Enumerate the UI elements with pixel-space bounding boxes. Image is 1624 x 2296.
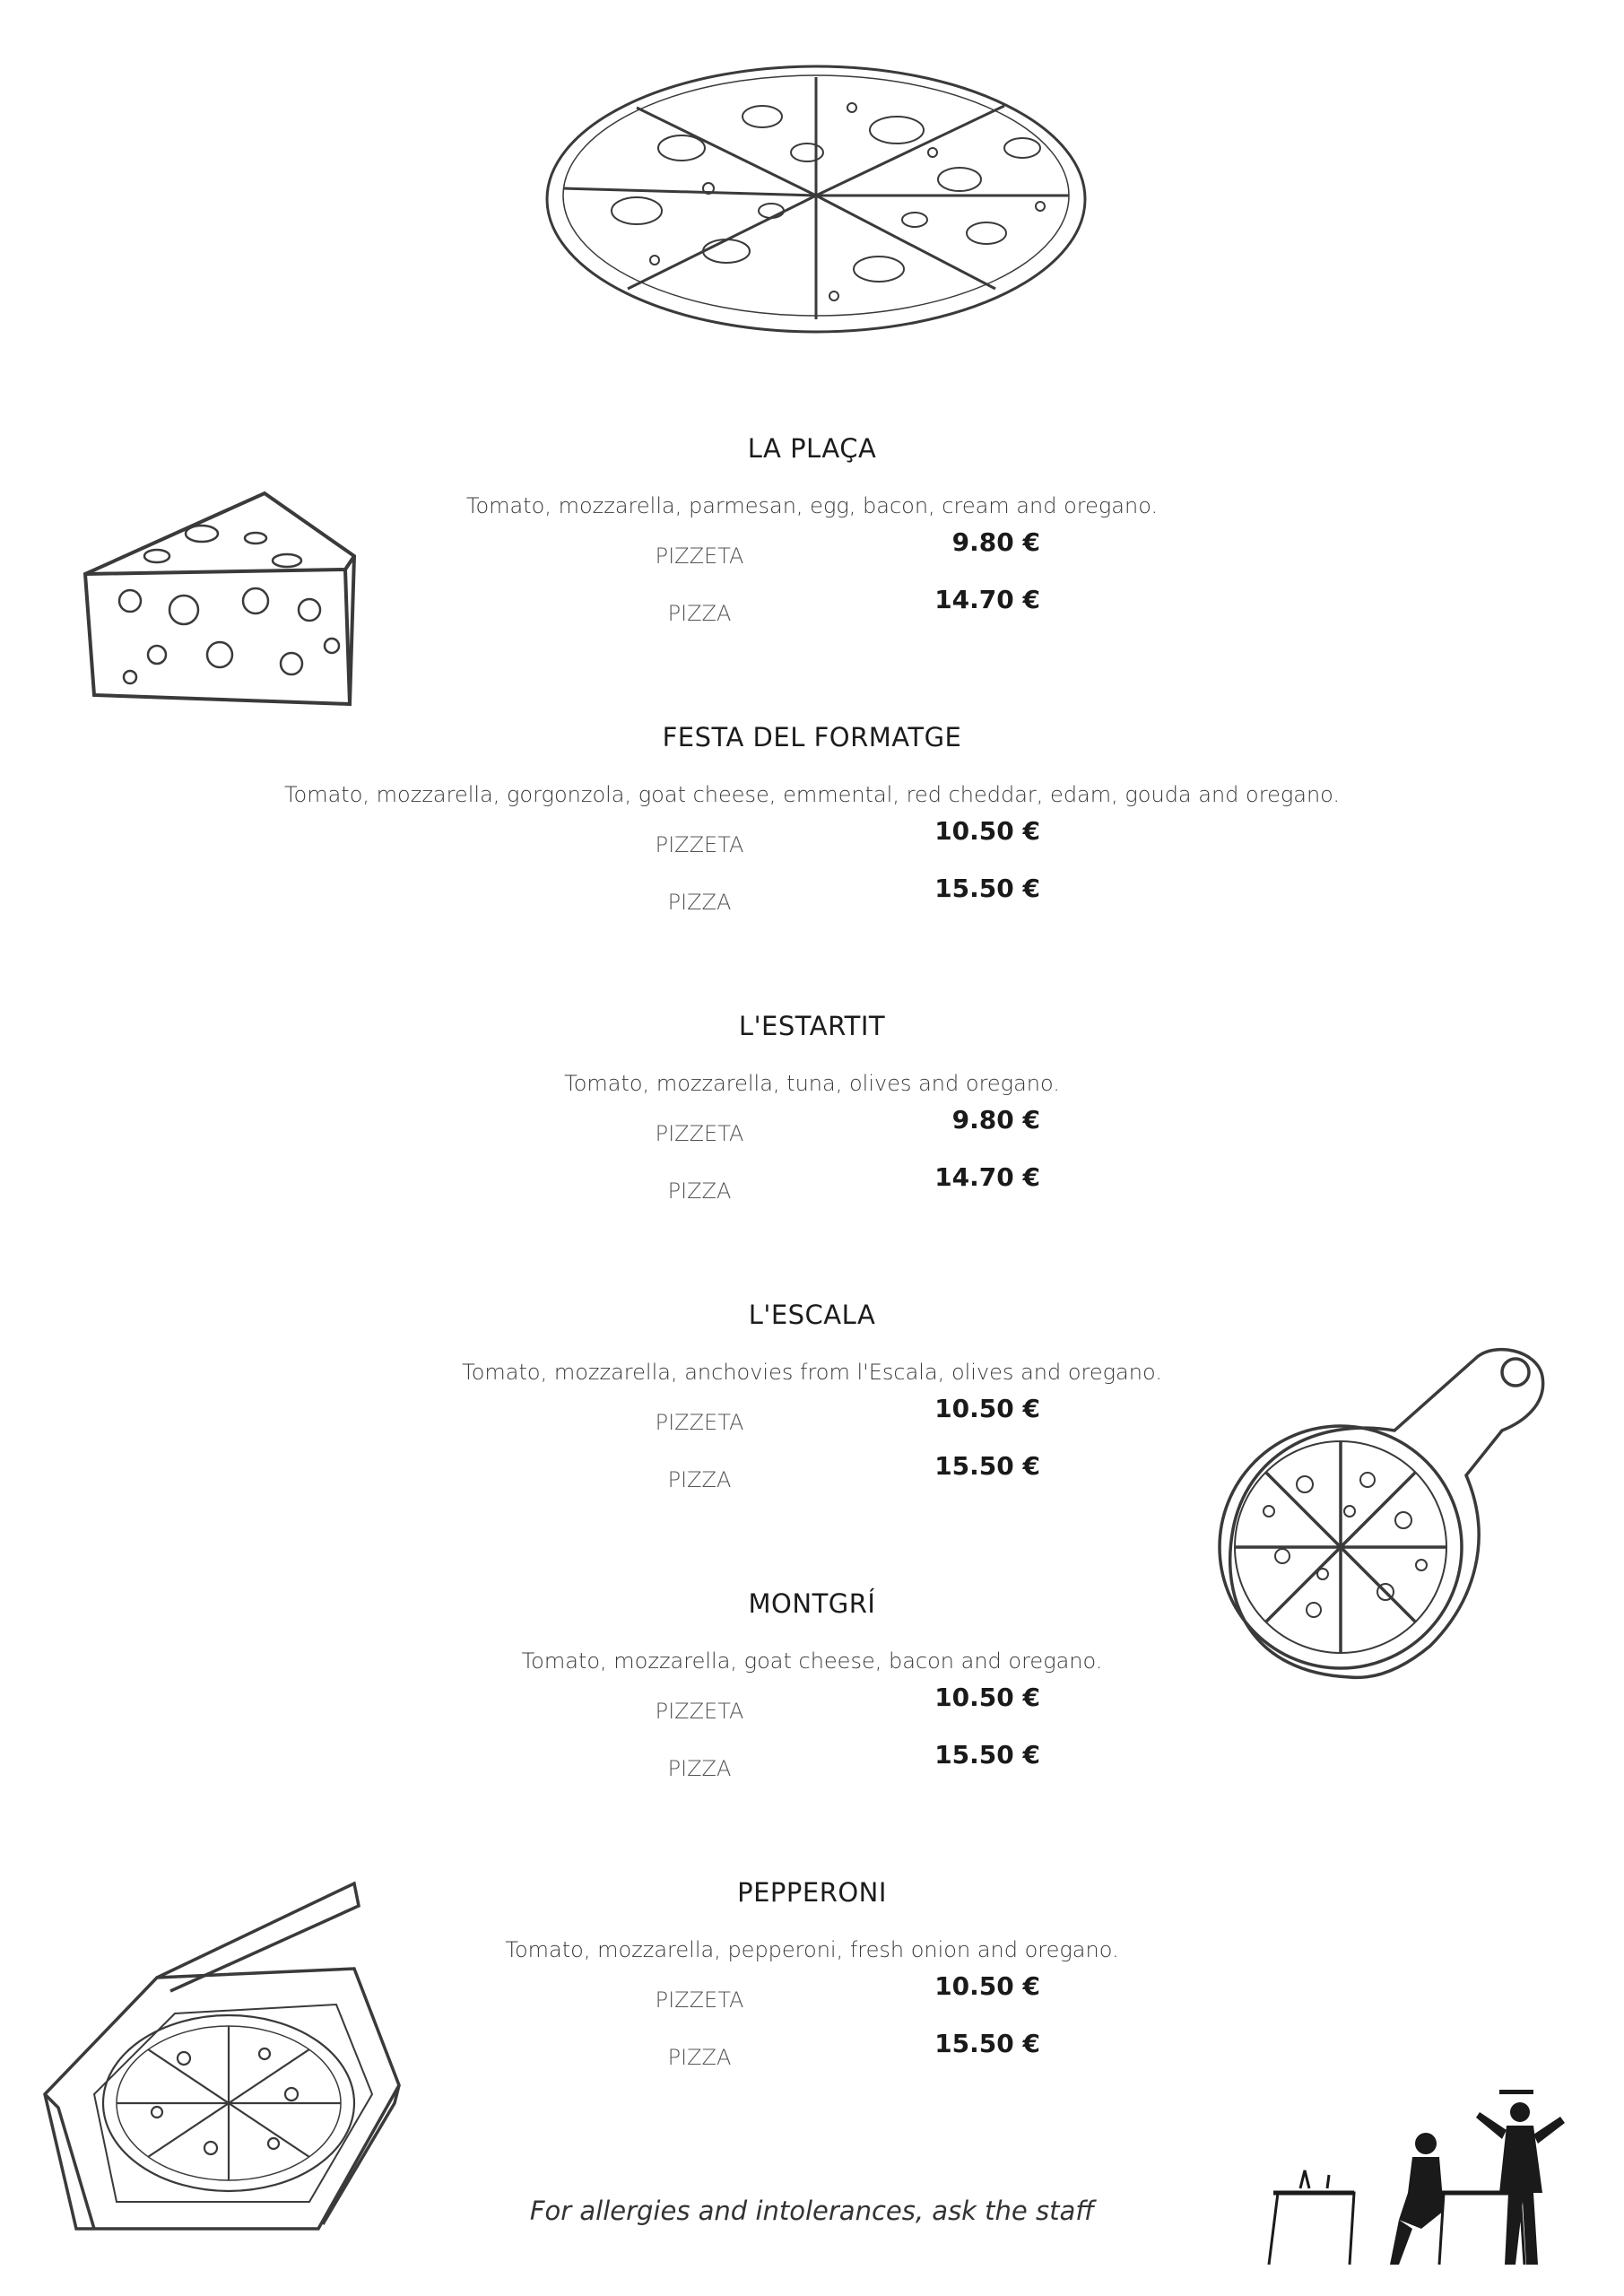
menu-item-name: FESTA DEL FORMATGE <box>662 722 962 752</box>
menu-item <box>0 1008 1624 1216</box>
waiter-restaurant-icon <box>1264 2085 1587 2265</box>
price-row <box>0 1390 1624 1448</box>
size-label: PIZZA <box>667 601 732 626</box>
price-row <box>0 813 1624 870</box>
price-value: 15.50 € <box>934 874 1040 903</box>
price-row <box>0 2025 1624 2083</box>
size-label: PIZZA <box>667 2045 732 2070</box>
size-label: PIZZA <box>667 1756 732 1781</box>
menu-item-description: Tomato, mozzarella, tuna, olives and oregano. <box>564 1071 1060 1096</box>
price-value: 14.70 € <box>934 585 1040 614</box>
menu-item-description: Tomato, mozzarella, anchovies from l'Escala, olives and oregano. <box>462 1360 1162 1385</box>
menu-item-name: MONTGRÍ <box>748 1588 876 1619</box>
price-row <box>0 1159 1624 1216</box>
menu-item-name: LA PLAÇA <box>747 433 877 464</box>
size-label: PIZZETA <box>655 1699 744 1724</box>
menu-item-description: Tomato, mozzarella, pepperoni, fresh onion and oregano. <box>505 1937 1119 1962</box>
price-row <box>0 870 1624 927</box>
menu-item <box>0 1874 1624 2083</box>
price-row <box>0 1448 1624 1505</box>
size-label: PIZZETA <box>655 544 744 569</box>
price-value: 14.70 € <box>934 1162 1040 1192</box>
menu-item-name: PEPPERONI <box>737 1877 887 1908</box>
price-value: 9.80 € <box>951 1105 1040 1135</box>
menu-item <box>0 719 1624 927</box>
size-label: PIZZA <box>667 890 732 915</box>
menu-item-description: Tomato, mozzarella, parmesan, egg, bacon, cream and oregano. <box>465 493 1159 518</box>
size-label: PIZZETA <box>655 1987 744 2013</box>
price-value: 10.50 € <box>934 1683 1040 1712</box>
menu-item-name: L'ESTARTIT <box>738 1011 886 1041</box>
size-label: PIZZA <box>667 1178 732 1204</box>
size-label: PIZZETA <box>655 1121 744 1146</box>
menu-item <box>0 1297 1624 1505</box>
menu-item-description: Tomato, mozzarella, gorgonzola, goat cheese, emmental, red cheddar, edam, gouda and oregano. <box>283 782 1341 807</box>
size-label: PIZZETA <box>655 1410 744 1435</box>
menu-item-description: Tomato, mozzarella, goat cheese, bacon and oregano. <box>521 1648 1103 1674</box>
price-value: 15.50 € <box>934 1740 1040 1770</box>
price-row <box>0 581 1624 639</box>
price-value: 9.80 € <box>951 527 1040 557</box>
menu-item-name: L'ESCALA <box>748 1300 876 1330</box>
menu-item <box>0 430 1624 639</box>
menu-item <box>0 1586 1624 1794</box>
whole-pizza-icon <box>538 54 1094 341</box>
price-row <box>0 1679 1624 1736</box>
price-row <box>0 1101 1624 1159</box>
allergy-note: For allergies and intolerances, ask the staff <box>529 2196 1095 2226</box>
price-value: 15.50 € <box>934 1451 1040 1481</box>
price-value: 15.50 € <box>934 2029 1040 2058</box>
size-label: PIZZETA <box>655 832 744 857</box>
price-row <box>0 1968 1624 2025</box>
price-value: 10.50 € <box>934 1971 1040 2001</box>
size-label: PIZZA <box>667 1467 732 1492</box>
price-value: 10.50 € <box>934 1394 1040 1423</box>
price-value: 10.50 € <box>934 816 1040 846</box>
price-row <box>0 524 1624 581</box>
price-row <box>0 1736 1624 1794</box>
